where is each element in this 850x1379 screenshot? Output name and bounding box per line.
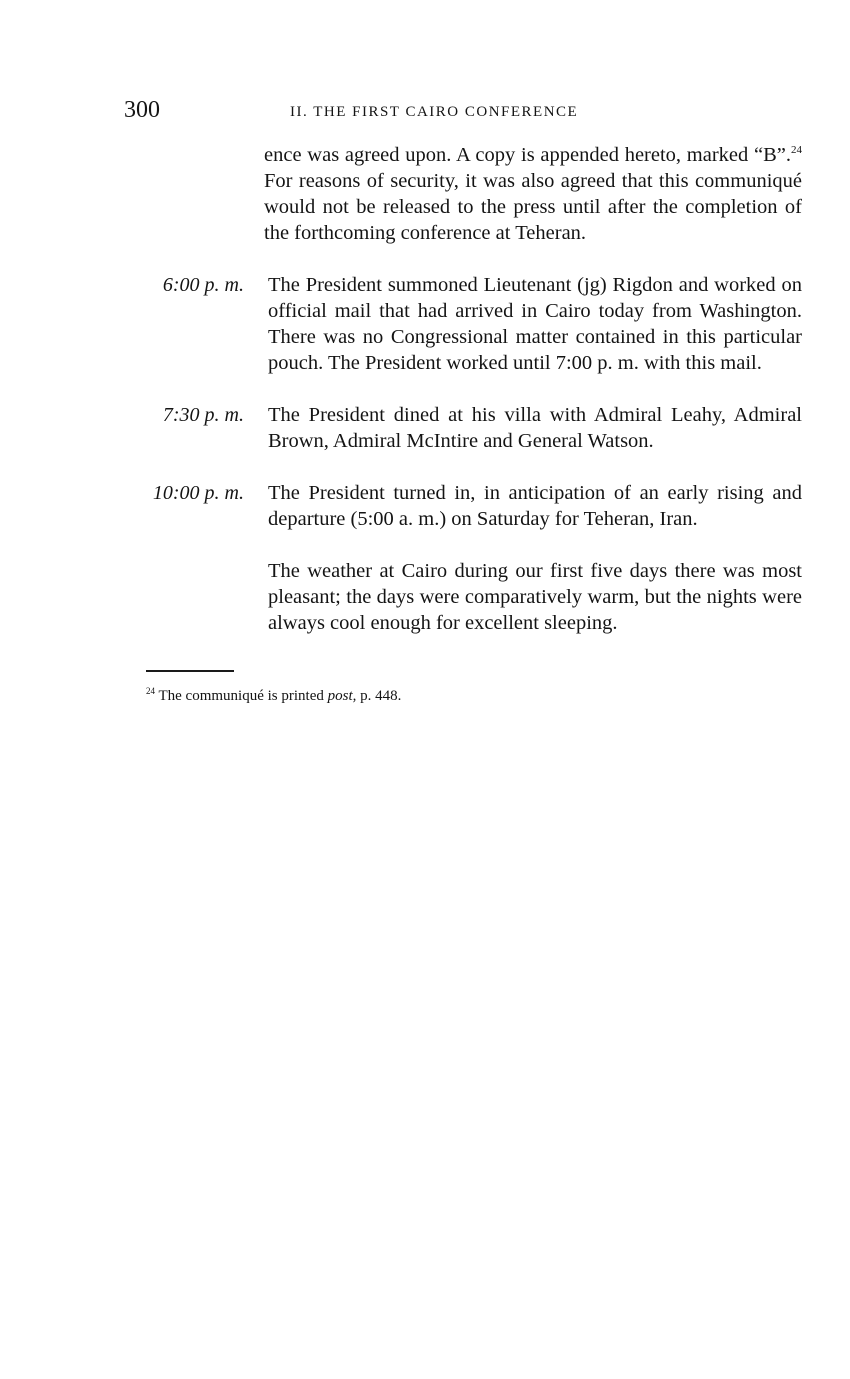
footnote-rule (146, 670, 234, 672)
footnote-number: 24 (146, 686, 155, 696)
footnote-emphasis: post, (327, 688, 357, 704)
continuation-text-end: For reasons of security, it was also agreed that this communiqué would not be released to the press until after the completion of the forthcoming conference at Teheran. (264, 170, 802, 244)
footnote (146, 686, 401, 706)
entry-time: 7:30 p. m. (162, 404, 244, 426)
running-head: II. THE FIRST CAIRO CONFERENCE (290, 104, 579, 120)
entry-paragraph: The President turned in, in anticipation of an early rising and departure (5:00 a. m.) on Saturday for Teheran, Iran. (268, 482, 802, 530)
entry-paragraph: The President dined at his villa with Admiral Leahy, Admiral Brown, Admiral McIntire and General Watson. (268, 404, 802, 452)
footnote-reference: 24 (791, 144, 802, 156)
entry-paragraph: The President summoned Lieutenant (jg) Rigdon and worked on official mail that had arrived in Cairo today from Washington. There was no Congressional matter contained in this particular pouch. The President worked until 7:00 p. m. with this mail. (268, 274, 802, 374)
entry-paragraph-weather: The weather at Cairo during our first five days there was most pleasant; the days were comparatively warm, but the nights were always cool enough for excellent sleeping. (268, 560, 802, 634)
entry-time: 10:00 p. m. (152, 482, 244, 504)
footnote-page-ref: p. 448. (356, 688, 402, 704)
footnote-text: The communiqué is printed (158, 688, 328, 704)
continuation-text-start: ence was agreed upon. A copy is appended hereto, marked “B”. (264, 144, 791, 166)
continuation-paragraph (264, 142, 802, 246)
page-number: 300 (124, 97, 160, 123)
entry-time: 6:00 p. m. (162, 274, 244, 296)
